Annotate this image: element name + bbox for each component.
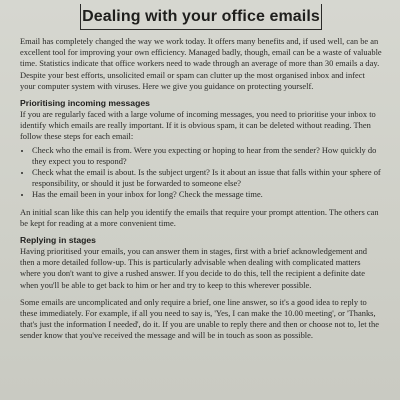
list-item: • Has the email been in your inbox for long? Check the message time. — [32, 189, 382, 200]
section1-lead: If you are regularly faced with a large volume of incoming messages, you need to prioritise your inbox to identify which emails are really important. If it is obvious spam, it can be deleted without reading. Then follow these steps for each email: — [20, 109, 376, 142]
steps-list — [20, 145, 382, 201]
list-item: • Check who the email is from. Were you expecting or hoping to hear from the sender? How quickly do they expect you to respond? — [32, 145, 382, 167]
list-item: • Check what the email is about. Is the subject urgent? Is it about an issue that falls within your sphere of responsibility, or should it just be forwarded to someone else? — [32, 167, 382, 189]
section1-closing: An initial scan like this can help you identify the emails that require your prompt attention. The others can be kept for reading at a more convenient time. — [20, 206, 379, 228]
section2-paragraph-2: Some emails are uncomplicated and only require a brief, one line answer, so it's a good idea to reply to these immediately. For example, if all you need to say is, 'Yes, I can make the 10.00 meeting', or 'Thanks, that's just the information I needed', do it. If you are unable to reply there and then or choose not to, let the sender know that you've received the message and will be in touch as soon as possible. — [20, 296, 379, 341]
intro-paragraph: Email has completely changed the way we work today. It offers many benefits and, if used well, can be an excellent tool for improving your own efficiency. Managed badly, though, email can be a waste of valuable time. Statistics indicate that office workers need to wade through an average of more than 30 emails a day. Despite your best efforts, unsolicited email or spam can clutter up the most organised inbox and infect your computer system with viruses. Here we give you guidance on protecting yourself. — [20, 36, 382, 91]
title-box — [80, 4, 322, 30]
section-heading-replying: Replying in stages — [20, 235, 96, 246]
page-title: Dealing with your office emails — [82, 8, 320, 25]
section2-paragraph-1: Having prioritised your emails, you can answer them in stages, first with a brief acknowledgement and then a more detailed follow-up. This is particularly advisable when dealing with complicated matters where you don't want to give a rushed answer. If you decide to do this, tell the recipient a definite date when you'll be able to get back to him or her and try to keep to this wherever possible. — [20, 246, 368, 290]
section-heading-prioritising: Prioritising incoming messages — [20, 98, 150, 109]
